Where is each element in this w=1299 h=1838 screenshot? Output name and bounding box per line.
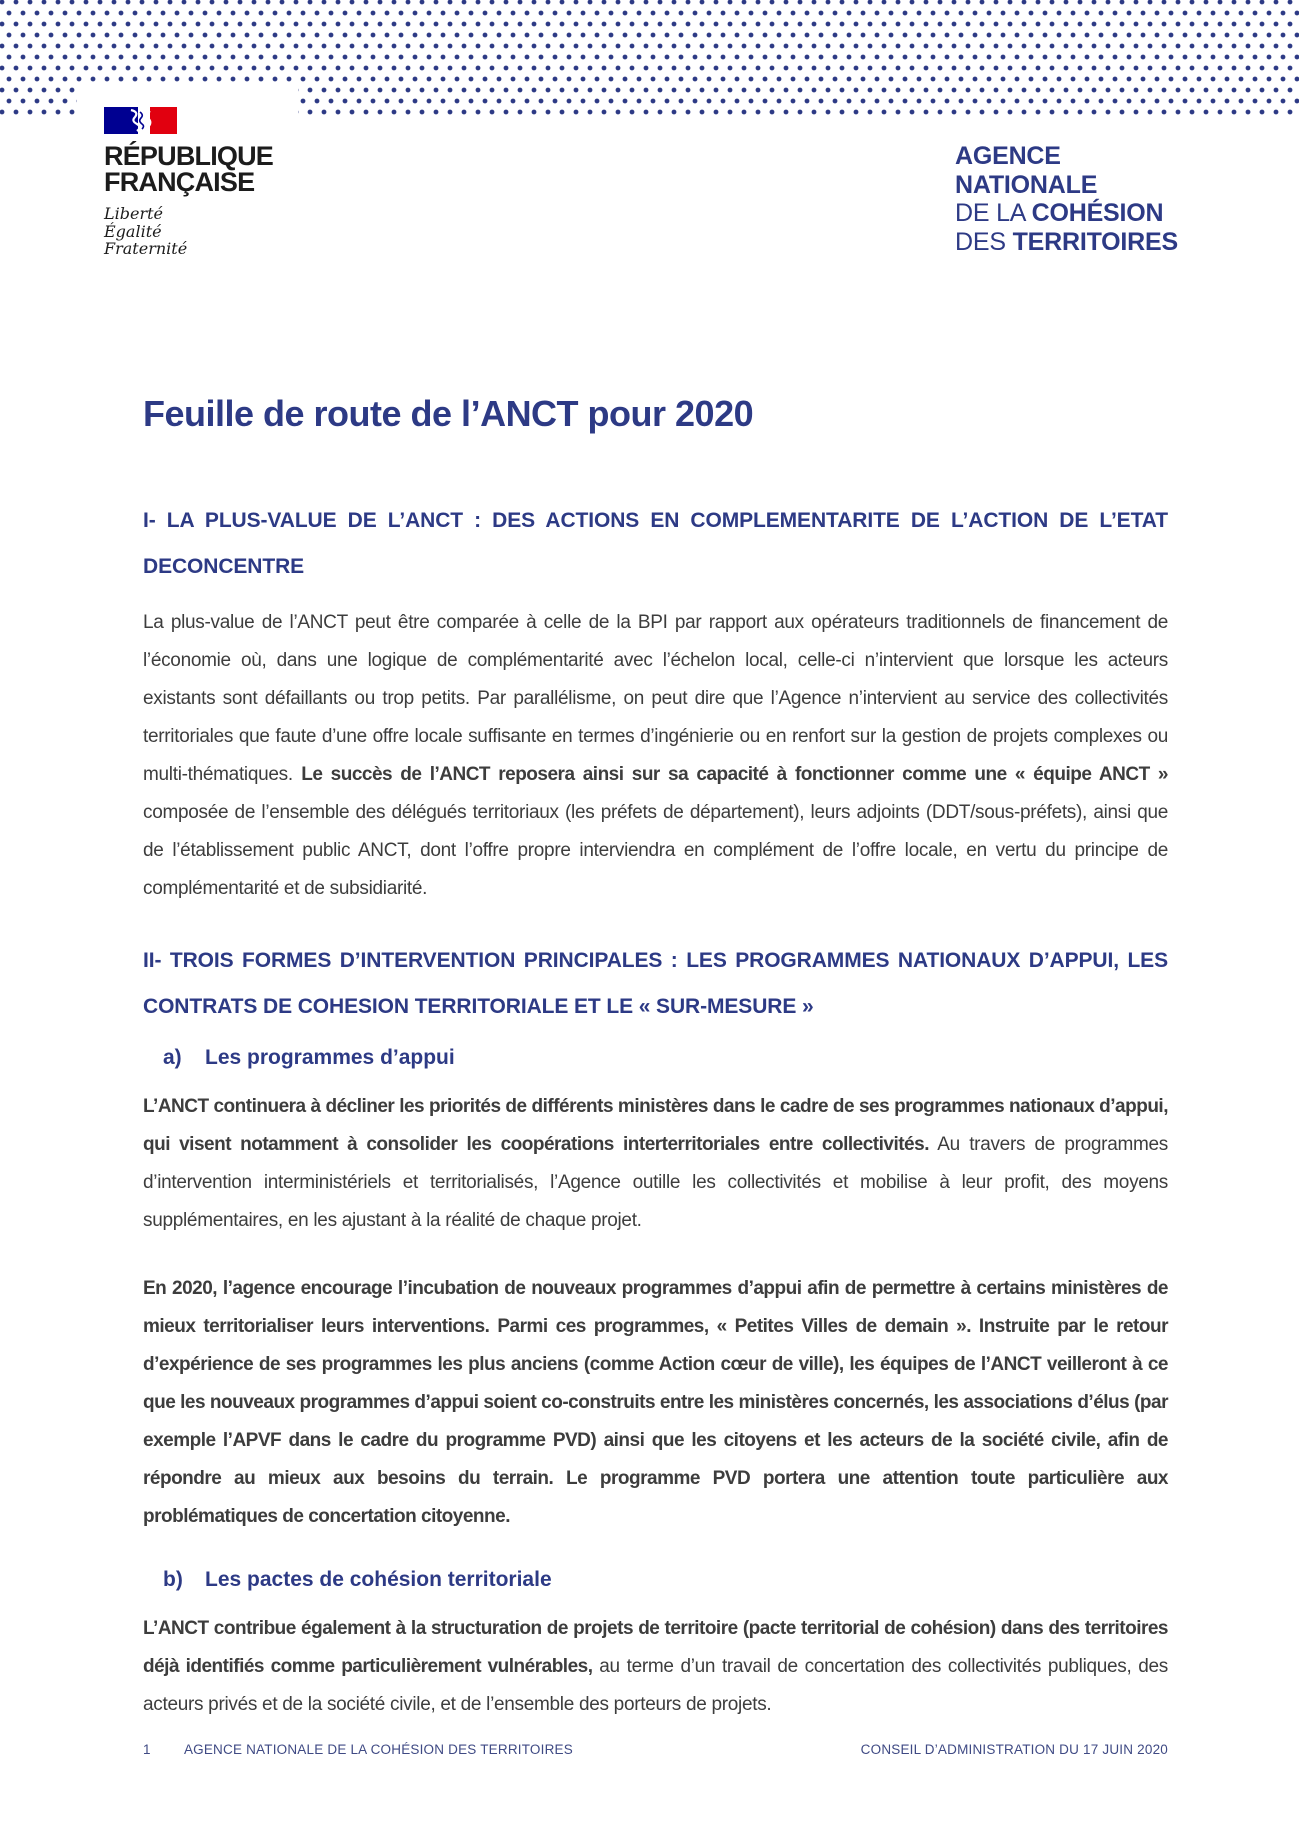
rf-motto-fraternite: Fraternité bbox=[104, 239, 188, 258]
rf-name-line1: RÉPUBLIQUE bbox=[104, 141, 274, 171]
anct-logo-line3: DE LA COHÉSION bbox=[955, 199, 1164, 227]
paragraph: L’ANCT continuera à décliner les priorités de différents ministères dans le cadre de ses programmes nationaux d’appui, qui visent notamment à consolider les coopérations interterritoriales entre collectivités. Au travers de programmes d’intervention interministériels et territorialisés, l’Agence outille les collectivités et mobilise à leur profit, des moyens supplémentaires, en les ajustant à la réalité de chaque projet. bbox=[143, 1096, 1168, 1232]
rf-motto-egalite: Égalité bbox=[104, 221, 162, 241]
rf-name-line2: FRANÇAISE bbox=[104, 167, 255, 197]
page-footer bbox=[143, 1742, 1168, 1757]
subsection-heading bbox=[143, 1044, 1168, 1072]
section-heading: II- TROIS FORMES D’INTERVENTION PRINCIPALES : LES PROGRAMMES NATIONAUX D’APPUI, LES CONTRATS DE COHESION TERRITORIALE ET LE « SUR-MESURE » bbox=[143, 949, 1168, 1019]
document-content bbox=[143, 393, 1168, 1754]
anct-logo bbox=[955, 142, 1178, 256]
document-body bbox=[143, 498, 1168, 1724]
republique-francaise-logo bbox=[104, 107, 273, 258]
subsection-title: Les pactes de cohésion territoriale bbox=[205, 1568, 552, 1592]
subsection-heading bbox=[143, 1566, 1168, 1594]
footer-right-text: CONSEIL D’ADMINISTRATION DU 17 JUIN 2020 bbox=[860, 1742, 1168, 1757]
footer-page-number: 1 bbox=[143, 1742, 151, 1757]
section-heading: I- LA PLUS-VALUE DE L’ANCT : DES ACTIONS EN COMPLEMENTARITE DE L’ACTION DE L’ETAT DECONCENTRE bbox=[143, 509, 1168, 579]
paragraph: La plus-value de l’ANCT peut être comparée à celle de la BPI par rapport aux opérateurs traditionnels de financement de l’économie où, dans une logique de complémentarité avec l’échelon local, celle-ci n’intervient que lorsque les acteurs existants sont défaillants ou trop petits. Par parallélisme, on peut dire que l’Agence n’intervient au service des collectivités territoriales que faute d’une offre locale suffisante en termes d’ingénierie ou en renfort sur la gestion de projets complexes ou multi-thématiques. Le succès de l’ANCT reposera ainsi sur sa capacité à fonctionner comme une « équipe ANCT » composée de l’ensemble des délégués territoriaux (les préfets de département), leurs adjoints (DDT/sous-préfets), ainsi que de l’établissement public ANCT, dont l’offre propre interviendra en complément de l’offre locale, en vertu du principe de complémentarité et de subsidiarité. bbox=[143, 612, 1168, 900]
paragraph: En 2020, l’agence encourage l’incubation de nouveaux programmes d’appui afin de permettre à certains ministères de mieux territorialiser leurs interventions. Parmi ces programmes, « Petites Villes de demain ». Instruite par le retour d’expérience de ses programmes les plus anciens (comme Action cœur de ville), les équipes de l’ANCT veilleront à ce que les nouveaux programmes d’appui soient co-construits entre les ministères concernés, les associations d’élus (par exemple l’APVF dans le cadre du programme PVD) ainsi que les citoyens et les acteurs de la société civile, afin de répondre au mieux aux besoins du terrain. Le programme PVD portera une attention toute particulière aux problématiques de concertation citoyenne. bbox=[143, 1278, 1168, 1528]
anct-logo-line2: NATIONALE bbox=[955, 170, 1098, 199]
footer-left-text: AGENCE NATIONALE DE LA COHÉSION DES TERRITOIRES bbox=[183, 1742, 573, 1757]
subsection-title: Les programmes d’appui bbox=[205, 1046, 455, 1070]
subsection-label: a) bbox=[163, 1046, 182, 1070]
anct-logo-line4: DES TERRITOIRES bbox=[955, 227, 1178, 256]
anct-logo-line1: AGENCE bbox=[955, 142, 1061, 170]
footer-left bbox=[143, 1742, 573, 1757]
paragraph: L’ANCT contribue également à la structuration de projets de territoire (pacte territorial de cohésion) dans des territoires déjà identifiés comme particulièrement vulnérables, au terme d’un travail de concertation des collectivités publiques, des acteurs privés et de la société civile, et de l’ensemble des porteurs de projets. bbox=[143, 1618, 1169, 1716]
subsection-label: b) bbox=[163, 1568, 183, 1592]
french-flag-icon bbox=[104, 107, 177, 134]
page-title: Feuille de route de l’ANCT pour 2020 bbox=[143, 393, 754, 434]
rf-motto-liberte: Liberté bbox=[104, 204, 163, 223]
